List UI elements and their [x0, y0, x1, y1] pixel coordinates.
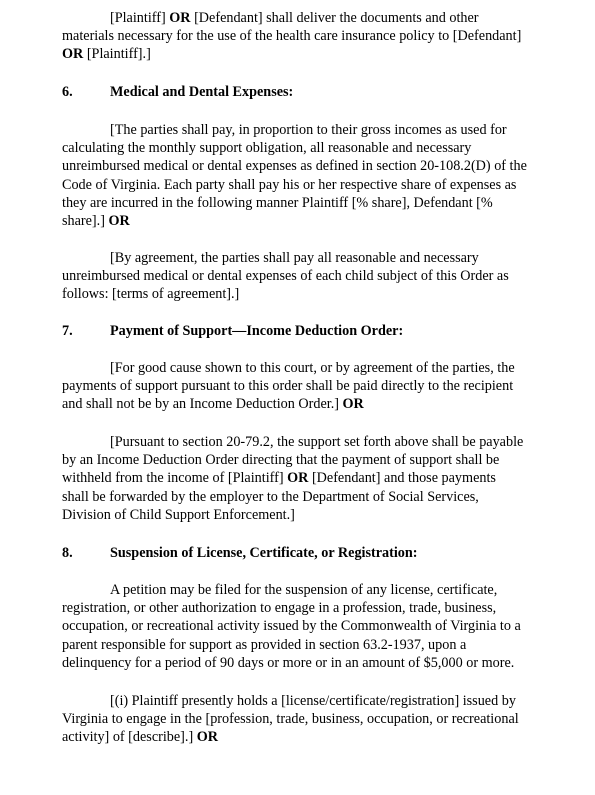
section-title: Payment of Support—Income Deduction Order:	[110, 323, 404, 339]
text-line	[62, 395, 592, 413]
paragraph-license-suspension	[62, 581, 592, 672]
text-line: calculating the monthly support obligation, all reasonable and necessary	[62, 140, 472, 157]
section-number: 8.	[62, 545, 73, 561]
text-line: Code of Virginia. Each party shall pay his or her respective share of expenses as	[62, 176, 517, 193]
text-line: parent responsible for support as provided in section 63.2-1937, upon a	[62, 636, 467, 653]
text-line: materials necessary for the use of the health care insurance policy to [Defendant]	[62, 28, 522, 45]
paragraph-direct-payment	[62, 359, 592, 414]
text-line	[62, 212, 592, 230]
text-line: Virginia to engage in the [profession, trade, business, occupation, or recreational	[62, 711, 519, 728]
or-keyword: OR	[196, 729, 219, 746]
paragraph-income-deduction	[62, 433, 592, 524]
or-keyword: OR	[342, 396, 364, 413]
section-title: Suspension of License, Certificate, or Registration:	[110, 545, 418, 561]
text-line: [For good cause shown to this court, or by agreement of the parties, the	[110, 360, 515, 376]
text-line	[62, 9, 592, 27]
text-line: occupation, or recreational activity issued by the Commonwealth of Virginia to a	[62, 618, 521, 635]
or-keyword: OR	[287, 470, 309, 487]
section-number: 7.	[62, 323, 73, 339]
paragraph-agreement-expenses	[62, 249, 592, 304]
text-line: A petition may be filed for the suspension of any license, certificate,	[110, 582, 498, 598]
section-title: Medical and Dental Expenses:	[110, 84, 294, 100]
text-line: [(i) Plaintiff presently holds a [license/certificate/registration] issued by	[110, 693, 516, 709]
text-line: [The parties shall pay, in proportion to their gross incomes as used for	[110, 122, 507, 138]
text-line: registration, or other authorization to engage in a profession, trade, business,	[62, 600, 497, 617]
paragraph-plaintiff-license	[62, 692, 592, 747]
text-line: delinquency for a period of 90 days or more or in an amount of $5,000 or more.	[62, 654, 515, 671]
paragraph-insurance-documents	[62, 9, 592, 64]
or-keyword: OR	[169, 10, 191, 26]
text-line: they are incurred in the following manner Plaintiff [% share], Defendant [%	[62, 194, 493, 211]
text-span: [Plaintiff].]	[83, 46, 151, 63]
text-line: [By agreement, the parties shall pay all reasonable and necessary	[110, 250, 479, 266]
section-heading-8	[62, 544, 418, 562]
or-keyword: OR	[108, 213, 130, 230]
text-line	[62, 728, 592, 746]
text-line: unreimbursed medical or dental expenses of each child subject of this Order as	[62, 268, 509, 285]
section-heading-7	[62, 322, 403, 340]
text-line: [Pursuant to section 20-79.2, the support set forth above shall be payable	[110, 434, 524, 450]
paragraph-proportional-expenses	[62, 121, 592, 230]
or-keyword: OR	[62, 46, 84, 63]
text-line: unreimbursed medical or dental expenses as defined in section 20-108.2(D) of the	[62, 158, 527, 175]
text-line	[62, 45, 592, 63]
text-span: share].]	[62, 213, 109, 230]
text-line: by an Income Deduction Order directing that the payment of support shall be	[62, 452, 500, 469]
text-line: follows: [terms of agreement].]	[62, 286, 240, 303]
text-line: Division of Child Support Enforcement.]	[62, 506, 295, 523]
text-span: withheld from the income of [Plaintiff]	[62, 470, 288, 487]
text-line	[62, 469, 592, 487]
section-heading-6	[62, 83, 293, 101]
text-line: shall be forwarded by the employer to the Department of Social Services,	[62, 488, 479, 505]
text-span: [Defendant] and those payments	[308, 470, 496, 487]
text-span: [Plaintiff]	[110, 10, 170, 26]
text-span: and shall not be by an Income Deduction Order.]	[62, 396, 343, 413]
text-line: payments of support pursuant to this order shall be paid directly to the recipient	[62, 378, 514, 395]
text-span: [Defendant] shall deliver the documents and other	[190, 10, 479, 26]
section-number: 6.	[62, 84, 73, 100]
text-span: activity] of [describe].]	[62, 729, 197, 746]
